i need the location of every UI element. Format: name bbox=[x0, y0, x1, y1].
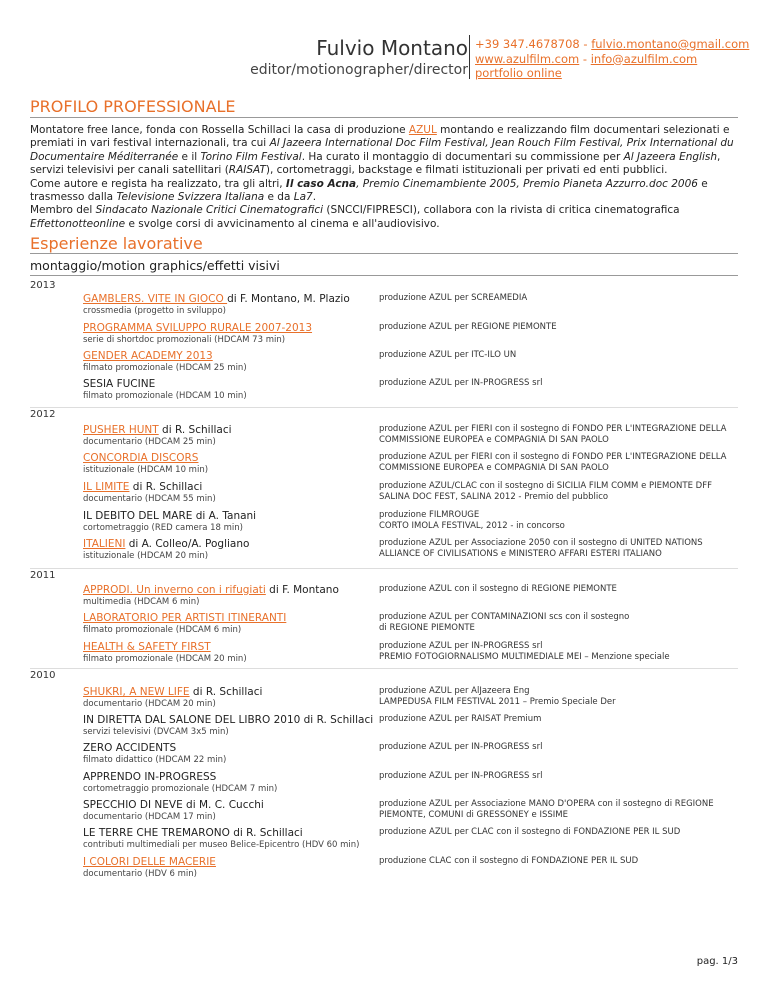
experience-rule bbox=[30, 253, 738, 254]
contact-separator: - bbox=[579, 51, 591, 66]
entry-production-line: produzione AZUL per IN-PROGRESS srl bbox=[379, 771, 543, 781]
entry-production-line: produzione AZUL per IN-PROGRESS srl bbox=[379, 641, 543, 651]
entry-format: filmato promozionale (HDCAM 6 min) bbox=[83, 625, 242, 635]
experience-entry bbox=[83, 322, 738, 346]
entry-production bbox=[379, 584, 737, 595]
year-label: 2011 bbox=[30, 570, 56, 581]
profile-italic-run: Torino Film Festival bbox=[200, 150, 302, 163]
profile-text-run: . bbox=[312, 191, 317, 204]
entry-format: multimedia (HDCAM 6 min) bbox=[83, 597, 200, 607]
entry-production-line: produzione FILMROUGE bbox=[379, 510, 480, 520]
entry-production bbox=[379, 686, 737, 708]
entry-title-link[interactable]: GENDER ACADEMY 2013 bbox=[83, 350, 213, 362]
entry-production bbox=[379, 612, 737, 634]
entry-format: documentario (HDCAM 55 min) bbox=[83, 494, 216, 504]
experience-entry bbox=[83, 742, 738, 766]
entry-production-line: produzione AZUL per CLAC con il sostegno di FONDAZIONE PER IL SUD bbox=[379, 827, 681, 837]
year-label: 2012 bbox=[30, 409, 56, 420]
entry-production bbox=[379, 714, 737, 725]
entry-format: filmato promozionale (HDCAM 10 min) bbox=[83, 391, 247, 401]
experience-entry bbox=[83, 378, 738, 402]
page-number: pag. 1/3 bbox=[696, 956, 738, 967]
entry-title-text: IL DEBITO DEL MARE di A. Tanani bbox=[83, 510, 257, 522]
entry-production bbox=[379, 538, 737, 560]
entry-title-text: di A. Colleo/A. Pogliano bbox=[125, 538, 250, 550]
entry-production bbox=[379, 771, 737, 782]
entry-production-line: CORTO IMOLA FESTIVAL, 2012 - in concorso bbox=[379, 521, 565, 531]
experience-entry bbox=[83, 612, 738, 636]
profile-paragraph-1 bbox=[30, 124, 738, 178]
entry-production bbox=[379, 350, 737, 361]
entry-production bbox=[379, 481, 737, 503]
entry-title-link[interactable]: LABORATORIO PER ARTISTI ITINERANTI bbox=[83, 612, 287, 624]
entry-production-line: produzione AZUL per Associazione MANO D'OPERA con il sostegno di REGIONE bbox=[379, 799, 714, 809]
entry-title-text: APPRENDO IN-PROGRESS bbox=[83, 771, 217, 783]
portfolio-link[interactable]: portfolio online bbox=[475, 66, 562, 80]
entry-production bbox=[379, 510, 737, 532]
year-label: 2013 bbox=[30, 280, 56, 291]
website-link[interactable]: www.azulfilm.com bbox=[475, 51, 580, 66]
entry-production bbox=[379, 641, 737, 663]
experience-entry bbox=[83, 452, 738, 476]
entry-title-text: LE TERRE CHE TREMARONO di R. Schillaci bbox=[83, 827, 303, 839]
profile-text-run: (SNCCI/FIPRESCI), collabora con la rivista di critica cinematografica bbox=[323, 204, 680, 217]
experience-entry bbox=[83, 827, 738, 851]
contact-block bbox=[475, 37, 749, 81]
entry-title-link[interactable]: APPRODI. Un inverno con i rifugiati bbox=[83, 584, 266, 596]
person-role: editor/motionographer/director bbox=[250, 62, 468, 78]
entry-title-text: di F. Montano, M. Plazio bbox=[227, 293, 350, 305]
profile-text-run: ), cortometraggi, backstage e filmati istituzionali per privati ed enti pubblici. bbox=[265, 164, 668, 177]
year-divider bbox=[30, 568, 738, 569]
entry-production bbox=[379, 378, 737, 389]
entry-production-line: di REGIONE PIEMONTE bbox=[379, 623, 475, 633]
entry-format: cortometraggio promozionale (HDCAM 7 min) bbox=[83, 784, 278, 794]
phone-text: +39 347.4678708 - bbox=[475, 37, 592, 51]
profile-italic-run: Sindacato Nazionale Critici Cinematografici bbox=[95, 204, 324, 217]
entry-production bbox=[379, 827, 737, 838]
entry-title-text: di R. Schillaci bbox=[189, 686, 263, 698]
profile-text bbox=[30, 124, 738, 231]
email2-link[interactable]: info@azulfilm.com bbox=[590, 51, 698, 66]
entry-title-link[interactable]: GAMBLERS. VITE IN GIOCO bbox=[83, 293, 228, 305]
entry-title-link[interactable]: PUSHER HUNT bbox=[83, 424, 159, 436]
experience-entry bbox=[83, 771, 738, 795]
profile-text-run: Montatore free lance, fonda con Rossella Schillaci la casa di produzione bbox=[30, 124, 409, 136]
entry-production-line: PREMIO FOTOGIORNALISMO MULTIMEDIALE MEI – Menzione speciale bbox=[379, 652, 670, 662]
profile-italic-run: Al Jazeera English bbox=[623, 150, 717, 163]
profile-text-run: , servizi televisivi per canali satellitari ( bbox=[30, 150, 721, 177]
entry-title-link[interactable]: PROGRAMMA SVILUPPO RURALE 2007-2013 bbox=[83, 322, 313, 334]
email-link[interactable]: fulvio.montano@gmail.com bbox=[591, 37, 750, 51]
profile-text-run: Membro del bbox=[30, 204, 96, 217]
entry-format: serie di shortdoc promozionali (HDCAM 73 min) bbox=[83, 335, 286, 345]
experience-entry bbox=[83, 799, 738, 823]
entry-production-line: ALLIANCE OF CIVILISATIONS e MINISTERO AFFARI ESTERI ITALIANO bbox=[379, 549, 662, 559]
entry-production-line: produzione AZUL per FIERI con il sostegno di FONDO PER L'INTEGRAZIONE DELLA bbox=[379, 452, 727, 462]
year-divider bbox=[30, 407, 738, 408]
experience-entry bbox=[83, 293, 738, 317]
profile-bold-italic-run: Il caso Acna bbox=[285, 177, 357, 190]
entry-production-line: produzione CLAC con il sostegno di FONDAZIONE PER IL SUD bbox=[379, 856, 639, 866]
entry-production bbox=[379, 856, 737, 867]
entry-title-link[interactable]: I COLORI DELLE MACERIE bbox=[83, 856, 216, 868]
entry-format: filmato didattico (HDCAM 22 min) bbox=[83, 755, 227, 765]
entry-production-line: produzione AZUL per ITC-ILO UN bbox=[379, 350, 517, 360]
entry-title-text: ZERO ACCIDENTS bbox=[83, 742, 177, 754]
entry-production bbox=[379, 742, 737, 753]
entry-production bbox=[379, 424, 737, 446]
experience-entry bbox=[83, 584, 738, 608]
entry-production bbox=[379, 452, 737, 474]
entry-production-line: produzione AZUL per RAISAT Premium bbox=[379, 714, 542, 724]
entry-production-line: COMMISSIONE EUROPEA e COMPAGNIA DI SAN PAOLO bbox=[379, 435, 609, 445]
entry-title-text: di R. Schillaci bbox=[129, 481, 203, 493]
entry-production-line: produzione AZUL per IN-PROGRESS srl bbox=[379, 742, 543, 752]
profile-text-run: Come autore e regista ha realizzato, tra gli altri, bbox=[30, 177, 286, 190]
profile-italic-run: RAISAT bbox=[228, 164, 266, 177]
entry-production-line: SALINA DOC FEST, SALINA 2012 - Premio del pubblico bbox=[379, 492, 609, 502]
entry-production bbox=[379, 799, 737, 821]
profile-italic-run: Televisione Svizzera Italiana bbox=[116, 191, 265, 204]
header-identity bbox=[250, 36, 468, 80]
experience-entry bbox=[83, 641, 738, 665]
profile-italic-run: Al Jazeera International Doc Film Festival, Jean Rouch Film Festival, Prix International du Documentaire Méditerranée bbox=[30, 137, 734, 163]
entry-format: documentario (HDV 6 min) bbox=[83, 869, 197, 879]
entry-format: istituzionale (HDCAM 20 min) bbox=[83, 551, 209, 561]
entry-production-line: produzione AZUL per Associazione 2050 con il sostegno di UNITED NATIONS bbox=[379, 538, 703, 548]
entry-title-link[interactable]: ITALIENI bbox=[83, 538, 126, 550]
entry-title-text: SESIA FUCINE bbox=[83, 378, 156, 390]
profile-paragraph-2 bbox=[30, 178, 738, 205]
entry-title-text: SPECCHIO DI NEVE di M. C. Cucchi bbox=[83, 799, 264, 811]
profile-heading: PROFILO PROFESSIONALE bbox=[30, 97, 236, 116]
experience-sub-rule bbox=[30, 275, 738, 276]
entry-production-line: COMMISSIONE EUROPEA e COMPAGNIA DI SAN PAOLO bbox=[379, 463, 609, 473]
profile-italic-run: Effettonotteonline bbox=[30, 217, 126, 230]
entry-format: istituzionale (HDCAM 10 min) bbox=[83, 465, 209, 475]
experience-entry bbox=[83, 350, 738, 374]
profile-text-run: e il bbox=[178, 150, 201, 163]
entry-production-line: produzione AZUL/CLAC con il sostegno di SICILIA FILM COMM e PIEMONTE DFF bbox=[379, 481, 712, 491]
entry-format: filmato promozionale (HDCAM 20 min) bbox=[83, 654, 247, 664]
profile-text-run: e svolge corsi di avvicinamento al cinema e all'audiovisivo. bbox=[125, 217, 440, 230]
year-divider bbox=[30, 668, 738, 669]
experience-entry bbox=[83, 510, 738, 534]
entry-production-line: produzione AZUL con il sostegno di REGIONE PIEMONTE bbox=[379, 584, 617, 594]
entry-production bbox=[379, 322, 737, 333]
experience-entry bbox=[83, 714, 738, 738]
entry-format: filmato promozionale (HDCAM 25 min) bbox=[83, 363, 247, 373]
header-divider bbox=[469, 35, 470, 79]
experience-entry bbox=[83, 424, 738, 448]
entry-production bbox=[379, 293, 737, 304]
entry-production-line: produzione AZUL per SCREAMEDIA bbox=[379, 293, 528, 303]
entry-format: crossmedia (progetto in sviluppo) bbox=[83, 306, 226, 316]
entry-format: servizi televisivi (DVCAM 3x5 min) bbox=[83, 727, 229, 737]
profile-text-run: montando e realizzando film documentari selezionati e premiati in vari festival internazionali, tra cui bbox=[30, 124, 730, 150]
entry-production-line: produzione AZUL per REGIONE PIEMONTE bbox=[379, 322, 557, 332]
experience-subheading: montaggio/motion graphics/effetti visivi bbox=[30, 258, 280, 273]
person-name: Fulvio Montano bbox=[316, 36, 468, 60]
entry-title-text: IN DIRETTA DAL SALONE DEL LIBRO 2010 di R. Schillaci bbox=[83, 714, 374, 726]
profile-rule bbox=[30, 117, 738, 118]
experience-entry bbox=[83, 686, 738, 710]
azul-link[interactable]: AZUL bbox=[408, 124, 437, 136]
entry-title-text: di F. Montano bbox=[265, 584, 339, 596]
profile-text-run: e trasmesso dalla bbox=[30, 177, 708, 204]
entry-format: documentario (HDCAM 25 min) bbox=[83, 437, 216, 447]
entry-title-text: di R. Schillaci bbox=[158, 424, 232, 436]
experience-entry bbox=[83, 481, 738, 505]
entry-title-link[interactable]: CONCORDIA DISCORS bbox=[83, 452, 199, 464]
profile-italic-run: , Premio Cinemambiente 2005, Premio Pianeta Azzurro.doc 2006 bbox=[356, 177, 698, 190]
profile-paragraph-3 bbox=[30, 204, 738, 231]
entry-production-line: LAMPEDUSA FILM FESTIVAL 2011 – Premio Speciale Der bbox=[379, 697, 616, 707]
entry-production-line: produzione AZUL per IN-PROGRESS srl bbox=[379, 378, 543, 388]
entry-production-line: PIEMONTE, COMUNI di GRESSONEY e ISSIME bbox=[379, 810, 568, 820]
entry-format: cortometraggio (RED camera 18 min) bbox=[83, 523, 244, 533]
entry-title-link[interactable]: SHUKRI, A NEW LIFE bbox=[83, 686, 190, 698]
profile-text-run: . Ha curato il montaggio di documentari su commissione per bbox=[301, 150, 624, 163]
year-label: 2010 bbox=[30, 670, 56, 681]
entry-production-line: produzione AZUL per CONTAMINAZIONI scs con il sostegno bbox=[379, 612, 630, 622]
experience-entry bbox=[83, 856, 738, 880]
entry-format: documentario (HDCAM 17 min) bbox=[83, 812, 216, 822]
experience-heading: Esperienze lavorative bbox=[30, 234, 203, 253]
entry-format: documentario (HDCAM 20 min) bbox=[83, 699, 216, 709]
profile-italic-run: La7 bbox=[293, 191, 313, 204]
experience-entry bbox=[83, 538, 738, 562]
entry-production-line: produzione AZUL per FIERI con il sostegno di FONDO PER L'INTEGRAZIONE DELLA bbox=[379, 424, 727, 434]
entry-format: contributi multimediali per museo Belice-Epicentro (HDV 60 min) bbox=[83, 840, 360, 850]
entry-title-link[interactable]: IL LIMITE bbox=[83, 481, 130, 493]
entry-production-line: produzione AZUL per AlJazeera Eng bbox=[379, 686, 530, 696]
profile-text-run: e da bbox=[264, 191, 294, 204]
entry-title-link[interactable]: HEALTH & SAFETY FIRST bbox=[83, 641, 211, 653]
